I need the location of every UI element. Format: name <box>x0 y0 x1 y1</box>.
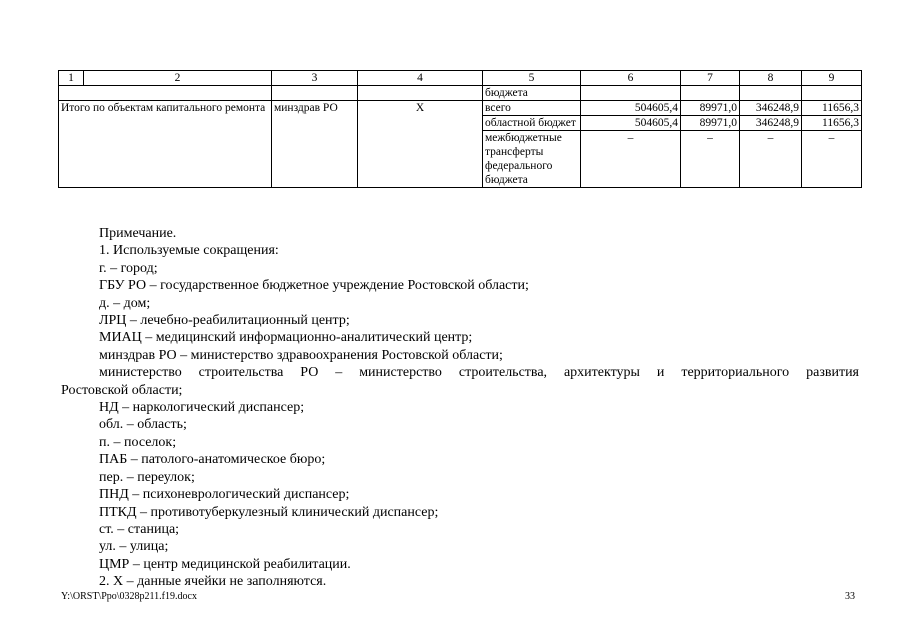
abbr-line: ул. – улица; <box>99 539 169 555</box>
value-cell: 89971,0 <box>681 101 740 116</box>
abbr-line: г. – город; <box>99 260 158 276</box>
source-cell: бюджета <box>483 86 581 101</box>
abbr-line: д. – дом; <box>99 295 151 311</box>
executor-cell: минздрав РО <box>272 101 358 188</box>
source-cell: всего <box>483 101 581 116</box>
col-header-8: 8 <box>740 71 802 86</box>
abbr-line: пер. – переулок; <box>99 469 195 485</box>
abbr-line: п. – поселок; <box>99 434 177 450</box>
value-cell: 89971,0 <box>681 116 740 131</box>
abbr-line: министерство строительства РО – министерство строительства, архитектуры и территориального развития <box>99 365 859 381</box>
col-header-2: 2 <box>84 71 272 86</box>
notes-section <box>61 225 859 591</box>
abbr-line: ЛРЦ – лечебно-реабилитационный центр; <box>99 313 350 329</box>
abbr-line: ГБУ РО – государственное бюджетное учреждение Ростовской области; <box>99 278 529 294</box>
notes-item-1: 1. Используемые сокращения: <box>99 243 279 259</box>
col-header-5: 5 <box>483 71 581 86</box>
value-cell: – <box>681 131 740 188</box>
abbr-line: НД – наркологический диспансер; <box>99 400 305 416</box>
col-header-4: 4 <box>358 71 483 86</box>
table-row <box>59 101 862 116</box>
abbr-line: ПАБ – патолого-анатомическое бюро; <box>99 452 326 468</box>
abbr-line: обл. – область; <box>99 417 187 433</box>
value-cell: 346248,9 <box>740 101 802 116</box>
x-mark-cell: Х <box>358 101 483 188</box>
value-cell: 504605,4 <box>581 101 681 116</box>
abbr-line: ст. – станица; <box>99 521 180 537</box>
abbr-line: МИАЦ – медицинский информационно-аналитический центр; <box>99 330 473 346</box>
budget-table <box>58 70 862 188</box>
value-cell: – <box>802 131 862 188</box>
table-row <box>59 86 862 101</box>
row-label: Итого по объектам капитального ремонта <box>59 101 272 188</box>
notes-title: Примечание. <box>99 226 177 241</box>
value-cell: 346248,9 <box>740 116 802 131</box>
value-cell: – <box>581 131 681 188</box>
abbr-line: ПТКД – противотуберкулезный клинический диспансер; <box>99 504 439 520</box>
abbr-line: Ростовской области; <box>61 382 183 398</box>
notes-item-2: 2. Х – данные ячейки не заполняются. <box>99 574 327 590</box>
abbr-line: ЦМР – центр медицинской реабилитации. <box>99 556 351 572</box>
source-cell: областной бюджет <box>483 116 581 131</box>
abbr-line: минздрав РО – министерство здравоохранения Ростовской области; <box>99 347 503 363</box>
value-cell: 11656,3 <box>802 116 862 131</box>
page-number: 33 <box>845 591 855 602</box>
source-cell: межбюджетные трансферты федерального бюджета <box>483 131 581 188</box>
col-header-7: 7 <box>681 71 740 86</box>
footer-file-path: Y:\ORST\Ppo\0328p211.f19.docx <box>61 591 197 602</box>
table-header-row <box>59 71 862 86</box>
value-cell: 504605,4 <box>581 116 681 131</box>
col-header-6: 6 <box>581 71 681 86</box>
col-header-1: 1 <box>59 71 84 86</box>
value-cell: – <box>740 131 802 188</box>
abbr-line: ПНД – психоневрологический диспансер; <box>99 487 350 503</box>
col-header-9: 9 <box>802 71 862 86</box>
col-header-3: 3 <box>272 71 358 86</box>
value-cell: 11656,3 <box>802 101 862 116</box>
